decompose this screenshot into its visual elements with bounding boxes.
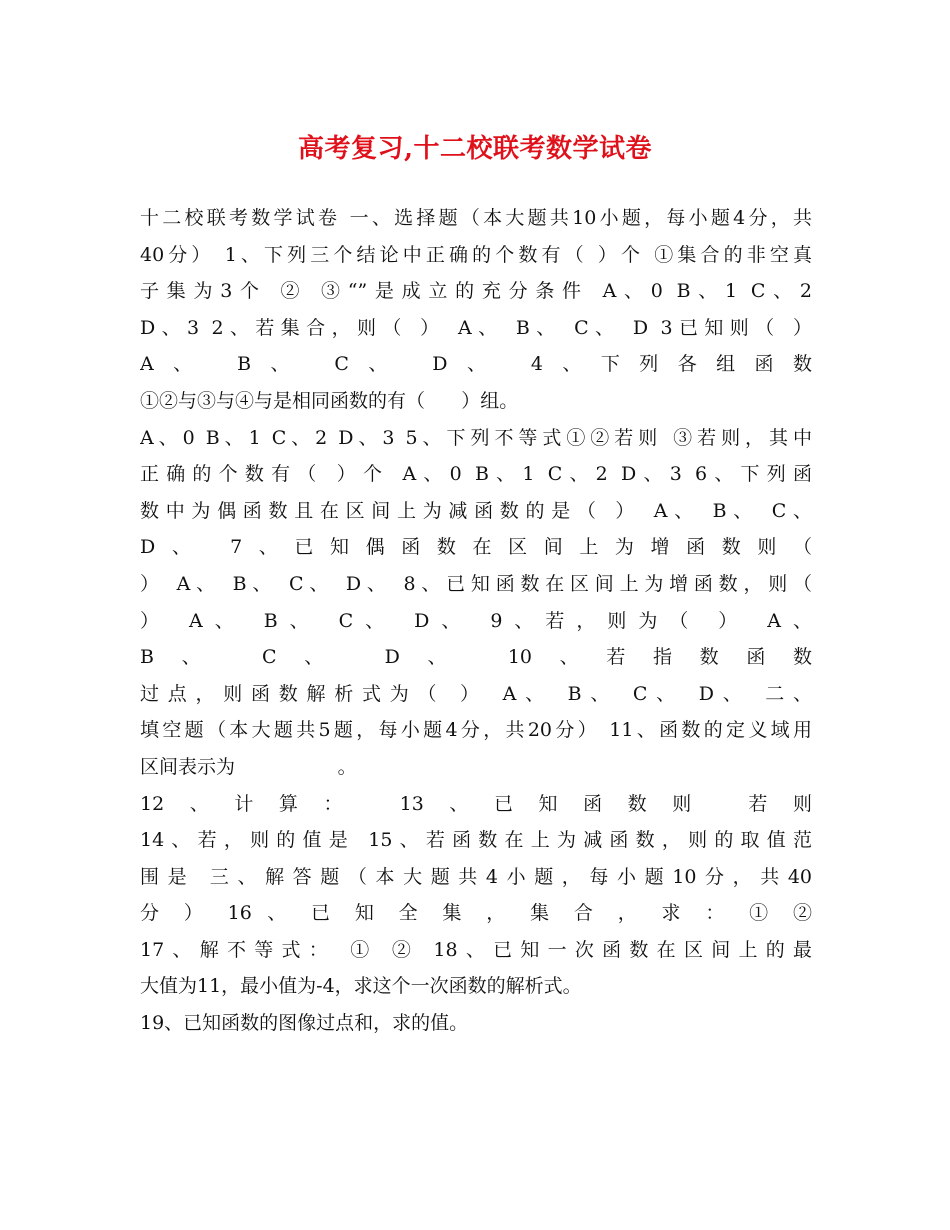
body-line-17: 12、计算： 13、已知函数则 若则: [140, 792, 812, 815]
body-line-4: D、3 2、若集合，则（ ） A、 B、 C、 D 3已知则（ ）: [140, 316, 812, 339]
exam-body: [140, 200, 812, 1042]
page-title: 高考复习,十二校联考数学试卷: [297, 134, 653, 164]
body-line-23: 19、已知函数的图像过点和，求的值。: [140, 1012, 469, 1035]
body-line-14: 过点，则函数解析式为（ ） A、 B、 C、 D、 二、: [140, 682, 812, 705]
body-line-22: 大值为11，最小值为-4，求这个一次函数的解析式。: [140, 975, 582, 998]
body-line-15: 填空题（本大题共5题，每小题4分，共20分） 11、函数的定义域用: [140, 719, 812, 742]
body-line-21: 17、解不等式： ① ② 18、已知一次函数在区间上的最: [140, 938, 812, 961]
body-line-20: 分 ） 16 、 已 知 全 集 ， 集 合 ， 求 ： ① ②: [140, 902, 812, 925]
body-line-1: 十二校联考数学试卷 一、选择题（本大题共10小题，每小题4分，共: [140, 207, 812, 229]
body-line-16: 区间表示为 。: [140, 755, 357, 778]
body-line-2: 40分） 1、下列三个结论中正确的个数有（ ）个 ①集合的非空真: [140, 243, 812, 266]
body-line-12: ） A、 B、 C、 D、 9、若，则为（ ） A、: [140, 609, 812, 632]
body-line-3: 子集为3个 ② ③“”是成立的充分条件 A、0 B、1 C、2: [140, 280, 812, 303]
body-line-18: 14、若，则的值是 15、若函数在上为减函数，则的取值范: [140, 829, 812, 852]
body-line-19: 围是 三、解答题（本大题共4小题，每小题10分，共40: [140, 865, 812, 888]
body-line-7: A、0 B、1 C、2 D、3 5、下列不等式①②若则 ③若则，其中: [140, 426, 812, 449]
body-line-10: D、 7、已知偶函数在区间上为增函数则（: [140, 536, 812, 559]
body-line-8: 正确的个数有（ ）个 A、0 B、1 C、2 D、3 6、下列函: [140, 463, 812, 486]
body-line-11: ） A、 B、 C、 D、 8、已知函数在区间上为增函数，则（: [140, 572, 812, 595]
body-line-13: B、 C、 D、 10、若指数函数: [140, 646, 812, 669]
body-line-9: 数中为偶函数且在区间上为减函数的是（ ） A、 B、 C、: [140, 499, 812, 522]
body-line-6: ①②与③与④与是相同函数的有（ ）组。: [140, 389, 519, 412]
body-line-5: A、 B、 C、 D、 4、下列各组函数: [140, 353, 812, 376]
